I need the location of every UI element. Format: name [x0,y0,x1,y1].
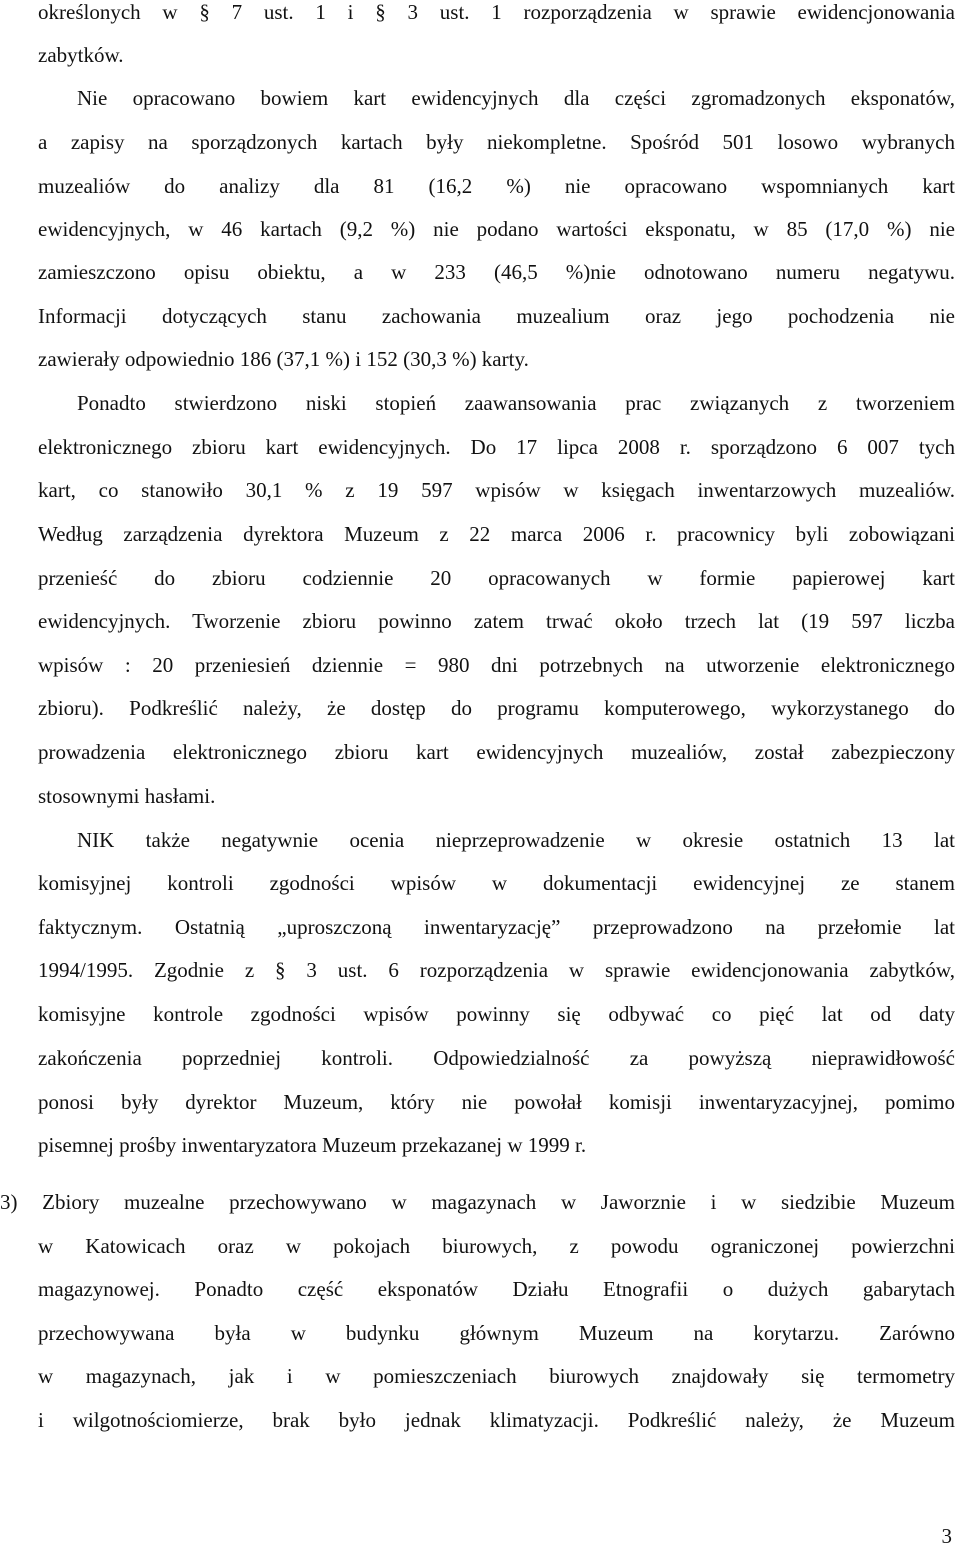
text-line: ewidencyjnych. Tworzenie zbioru powinno zatem trwać około trzech lat (19 597 liczba [38,609,955,633]
text-line: stosownymi hasłami. [38,784,216,808]
text-line: magazynowej. Ponadto część eksponatów Działu Etnografii o dużych gabarytach [38,1277,955,1301]
text-line: zabytków. [38,43,124,67]
text-line: faktycznym. Ostatnią „uproszczoną inwentaryzację” przeprowadzono na przełomie lat [38,915,955,939]
text-line: wpisów : 20 przeniesień dziennie = 980 dni potrzebnych na utworzenie elektronicznego [38,653,955,677]
text-line: zakończenia poprzedniej kontroli. Odpowiedzialność za powyższą nieprawidłowość [38,1046,955,1070]
text-line: komisyjnej kontroli zgodności wpisów w dokumentacji ewidencyjnej ze stanem [38,871,955,895]
text-line: NIK także negatywnie ocenia nieprzeprowadzenie w okresie ostatnich 13 lat [77,828,955,852]
text-line: przenieść do zbioru codziennie 20 opracowanych w formie papierowej kart [38,566,955,590]
text-line: w magazynach, jak i w pomieszczeniach biurowych znajdowały się termometry [38,1364,955,1388]
list-item-heading: 3) Zbiory muzealne przechowywano w magazynach w Jaworznie i w siedzibie Muzeum [0,1190,955,1214]
text-line: elektronicznego zbioru kart ewidencyjnych. Do 17 lipca 2008 r. sporządzono 6 007 tych [38,435,955,459]
text-line: zawierały odpowiednio 186 (37,1 %) i 152 (30,3 %) karty. [38,347,529,371]
text-line: pisemnej prośby inwentaryzatora Muzeum przekazanej w 1999 r. [38,1133,587,1157]
text-line: Według zarządzenia dyrektora Muzeum z 22 marca 2006 r. pracownicy byli zobowiązani [38,522,955,546]
text-line: ponosi były dyrektor Muzeum, który nie powołał komisji inwentaryzacyjnej, pomimo [38,1090,955,1114]
text-line: zbioru). Podkreślić należy, że dostęp do programu komputerowego, wykorzystanego do [38,696,955,720]
text-line: ewidencyjnych, w 46 kartach (9,2 %) nie podano wartości eksponatu, w 85 (17,0 %) nie [38,217,955,241]
text-line: zamieszczono opisu obiektu, a w 233 (46,5 %)nie odnotowano numeru negatywu. [38,260,955,284]
text-line: określonych w § 7 ust. 1 i § 3 ust. 1 rozporządzenia w sprawie ewidencjonowania [38,0,955,24]
text-line: a zapisy na sporządzonych kartach były niekompletne. Spośród 501 losowo wybranych [38,130,955,154]
text-line: komisyjne kontrole zgodności wpisów powinny się odbywać co pięć lat od daty [38,1002,955,1026]
text-line: i wilgotnościomierze, brak było jednak klimatyzacji. Podkreślić należy, że Muzeum [38,1408,955,1432]
text-line: przechowywana była w budynku głównym Muzeum na korytarzu. Zarówno [38,1321,955,1345]
text-line: Ponadto stwierdzono niski stopień zaawansowania prac związanych z tworzeniem [77,391,955,415]
text-line: Nie opracowano bowiem kart ewidencyjnych dla części zgromadzonych eksponatów, [77,86,955,110]
text-line: prowadzenia elektronicznego zbioru kart ewidencyjnych muzealiów, został zabezpieczony [38,740,955,764]
text-line: kart, co stanowiło 30,1 % z 19 597 wpisów w księgach inwentarzowych muzealiów. [38,478,955,502]
text-line: Informacji dotyczących stanu zachowania muzealium oraz jego pochodzenia nie [38,304,955,328]
page-number: 3 [941,1524,952,1548]
text-line: muzealiów do analizy dla 81 (16,2 %) nie opracowano wspomnianych kart [38,174,955,198]
text-line: 1994/1995. Zgodnie z § 3 ust. 6 rozporządzenia w sprawie ewidencjonowania zabytków, [38,958,955,982]
text-line: w Katowicach oraz w pokojach biurowych, z powodu ograniczonej powierzchni [38,1234,955,1258]
